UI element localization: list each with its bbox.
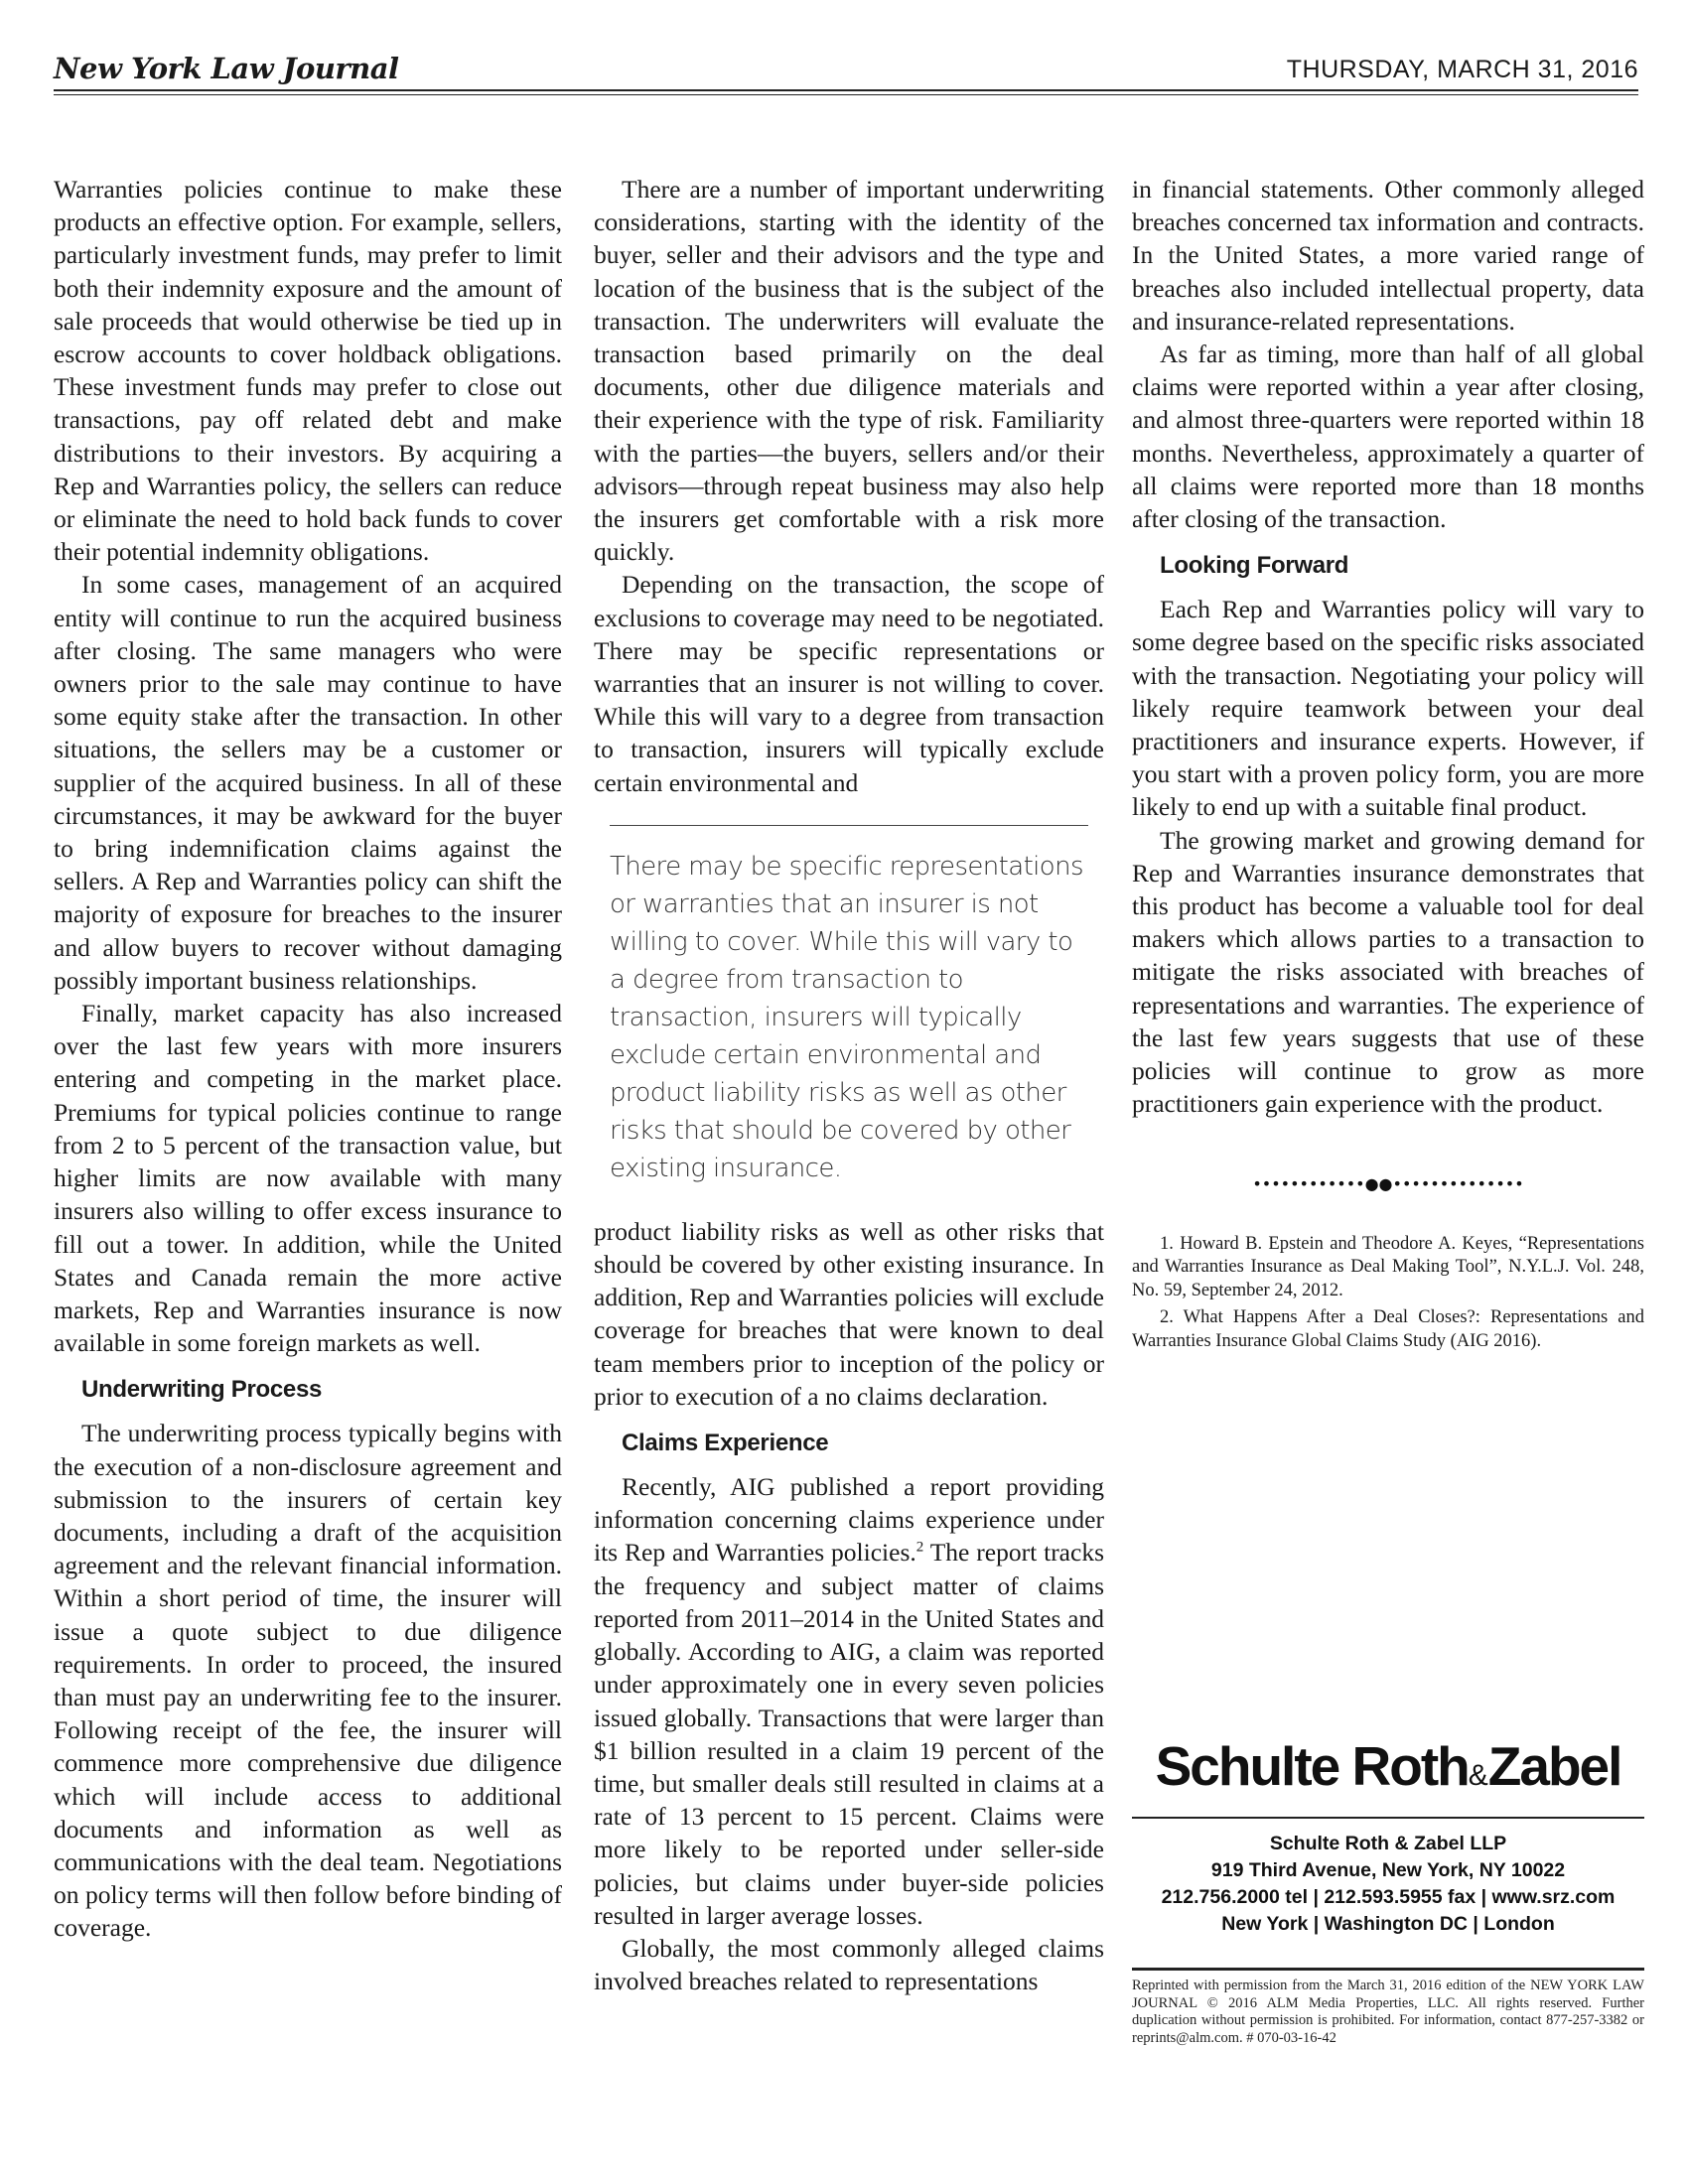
publication-title: New York Law Journal: [54, 52, 399, 85]
reprint-notice: Reprinted with permission from the March 31, 2016 edition of the NEW YORK LAW JOURNAL © 2016 ALM Media Properties, LLC. All rights reserved. Further duplication without permission is prohibited. For information, contact 877-257-3382 or reprints@alm.com. # 070-03-16-42: [1132, 1978, 1644, 2046]
masthead-rule: [54, 89, 1638, 91]
section-heading-looking-forward: Looking Forward: [1160, 552, 1349, 580]
paragraph: The underwriting process typically begins with the execution of a non-disclosure agreement and submission to the insurers of certain key documents, including a draft of the acquisition agreement and the relevant financial information. Within a short period of time, the insurer will issue a quote subject to due diligence requirements. In order to proceed, the insured than must pay an underwriting fee to the insurer. Following receipt of the fee, the insurer will commence more comprehensive due diligence which will include access to additional documents and information as well as communications with the deal team. Negotiations on policy terms will then follow before binding of coverage.: [54, 1419, 562, 1943]
section-heading-claims: Claims Experience: [622, 1430, 829, 1457]
paragraph: The growing market and growing demand for Rep and Warranties insurance demonstrates that this product has become a valuable tool for deal makers which allows parties to a transaction to mitigate the risks associated with breaches of representations and warranties. The experience of the last few years suggests that use of these policies will continue to grow as more practitioners gain experience with the product.: [1132, 825, 1644, 1119]
paragraph: [594, 1470, 1104, 1932]
firm-offices: New York | Washington DC | London: [1221, 1913, 1555, 1935]
section-ornament: ••••••••••••●●••••••••••••••: [1252, 1174, 1524, 1194]
footnote-1: 1. Howard B. Epstein and Theodore A. Keyes, “Representations and Warranties Insurance as Deal Making Tool”, N.Y.L.J. Vol. 248, No. 59, September 24, 2012.: [1132, 1233, 1644, 1300]
firm-logo-part: Zabel: [1487, 1735, 1621, 1797]
footnotes: [1132, 1233, 1644, 1354]
paragraph-text: Recently, AIG published a report providing information concerning claims experience under its Rep and Warranties policies.: [594, 1472, 1104, 1568]
paragraph: product liability risks as well as other risks that should be covered by other existing insurance. In addition, Rep and Warranties policies will exclude coverage for breaches that were known to deal team members prior to inception of the policy or prior to execution of a no claims declaration.: [594, 1216, 1104, 1411]
paragraph: Each Rep and Warranties policy will vary to some degree based on the specific risks associated with the transaction. Negotiating your policy will likely require teamwork between your deal practitioners and insurance experts. However, if you start with a proven policy form, you are more likely to end up with a suitable final product.: [1132, 595, 1644, 822]
article-column-1: [54, 173, 562, 1945]
paragraph: There are a number of important underwriting considerations, starting with the identity of the buyer, seller and their advisors and the type and location of the business that is the subject of the transaction. The underwriters will evaluate the transaction based primarily on the deal documents, other due diligence materials and their experience with the type of risk. Familiarity with the parties—the buyers, sellers and/or their advisors—through repeat business may also help the insurers get comfortable with a risk more quickly.: [594, 175, 1104, 567]
paragraph: in financial statements. Other commonly alleged breaches concerned tax information and contracts. In the United States, a more varied range of breaches also included intellectual property, data and insurance-related representations.: [1132, 175, 1644, 336]
firm-contact: 212.756.2000 tel | 212.593.5955 fax | www.srz.com: [1161, 1886, 1616, 1908]
section-heading-underwriting: Underwriting Process: [81, 1376, 323, 1404]
footnote-2: 2. What Happens After a Deal Closes?: Representations and Warranties Insurance Global Claims Study (AIG 2016).: [1132, 1307, 1644, 1351]
paragraph-text: The report tracks the frequency and subject matter of claims reported from 2011–2014 in the United States and globally. According to AIG, a claim was reported under approximately one in every seven policies issued globally. Transactions that were larger than $1 billion resulted in a claim 19 percent of the time, but smaller deals still resulted in claims at a rate of 13 percent to 15 percent. Claims were more likely to be reported under seller-side policies, but claims under buyer-side policies resulted in larger average losses.: [594, 1538, 1104, 1930]
paragraph: Globally, the most commonly alleged claims involved breaches related to representations: [594, 1933, 1104, 1996]
publication-date: THURSDAY, MARCH 31, 2016: [1286, 56, 1638, 83]
paragraph: As far as timing, more than half of all global claims were reported within a year after closing, and almost three-quarters were reported within 18 months. Nevertheless, approximately a quarter of all claims were reported more than 18 months after closing of the transaction.: [1132, 340, 1644, 534]
paragraph: Depending on the transaction, the scope of exclusions to coverage may need to be negotiated. There may be specific representations or warranties that an insurer is not willing to cover. While this will vary to a degree from transaction to transaction, insurers will typically exclude certain environmental and: [594, 570, 1104, 797]
masthead-rule-thin: [54, 94, 1638, 95]
firm-logo-ampersand: &: [1468, 1759, 1488, 1792]
article-column-2: [594, 173, 1104, 1997]
firm-logo-part: Schulte Roth: [1155, 1735, 1469, 1797]
masthead: [54, 52, 1638, 91]
reprint-rule: [1132, 1968, 1644, 1971]
firm-block: [1132, 1735, 1644, 1938]
firm-name: Schulte Roth & Zabel LLP: [1269, 1833, 1507, 1854]
article-column-3: [1132, 173, 1644, 1357]
firm-rule: [1132, 1817, 1644, 1819]
footnote-ref-2: 2: [915, 1539, 924, 1556]
paragraph: Warranties policies continue to make these products an effective option. For example, sellers, particularly investment funds, may prefer to limit both their indemnity exposure and the amount of sale proceeds that would otherwise be tied up in escrow accounts to cover holdback obligations. These investment funds may prefer to close out transactions, pay off related debt and make distributions to their investors. By acquiring a Rep and Warranties policy, the sellers can reduce or eliminate the need to hold back funds to cover their potential indemnity obligations.: [54, 175, 562, 567]
paragraph: In some cases, management of an acquired entity will continue to run the acquired business after closing. The same managers who were owners prior to the sale may continue to have some equity stake after the transaction. In other situations, the sellers may be a customer or supplier of the acquired business. In all of these circumstances, it may be awkward for the buyer to bring indemnification claims against the sellers. A Rep and Warranties policy can shift the majority of exposure for breaches to the insurer and allow buyers to recover without damaging possibly important business relationships.: [54, 570, 562, 995]
paragraph: Finally, market capacity has also increased over the last few years with more insurers entering and competing in the market place. Premiums for typical policies continue to range from 2 to 5 percent of the transaction value, but higher limits are now available with many insurers also willing to offer excess insurance to fill out a tower. In addition, while the United States and Canada remain the more active markets, Rep and Warranties insurance is now available in some foreign markets as well.: [54, 999, 562, 1358]
firm-logo: [1132, 1735, 1644, 1807]
firm-address: 919 Third Avenue, New York, NY 10022: [1210, 1859, 1566, 1881]
pull-quote: There may be specific representations or warranties that an insurer is not willing to cover. While this will vary to a degree from transaction to transaction, insurers will typically exclude certain environmental and product liability risks as well as other risks that should be covered by other existing insurance.: [610, 825, 1088, 1187]
